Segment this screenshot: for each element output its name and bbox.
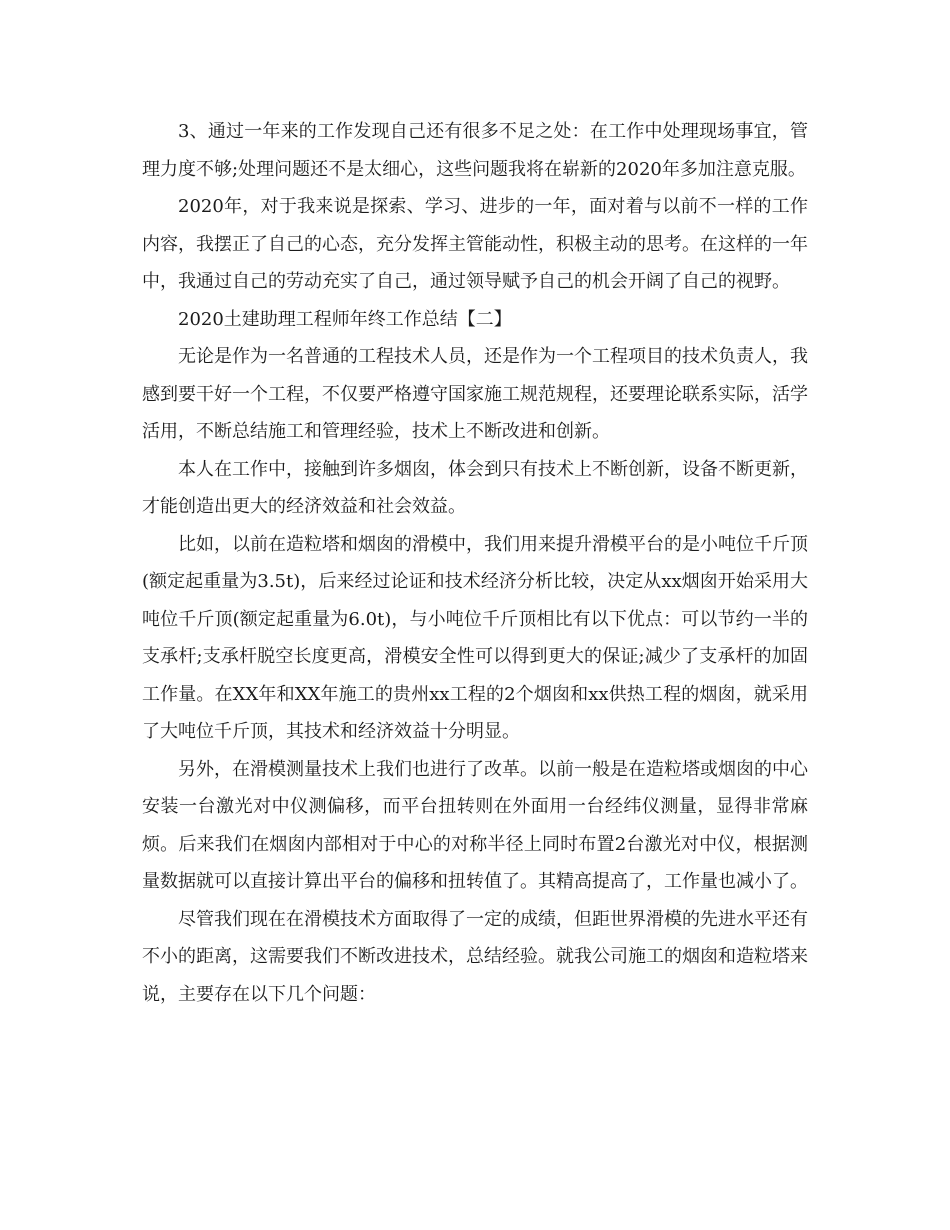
paragraph-year-review: 2020年，对于我来说是探索、学习、进步的一年，面对着与以前不一样的工作内容，我摆正了自己的心态，充分发挥主管能动性，积极主动的思考。在这样的一年中，我通过自己的劳动充实了自己，通过领导赋予自己的机会开阔了自己的视野。	[142, 196, 808, 292]
document-body	[142, 113, 808, 1013]
paragraph-chimney-experience: 本人在工作中，接触到许多烟囱，体会到只有技术上不断创新，设备不断更新，才能创造出更大的经济效益和社会效益。	[142, 458, 808, 517]
paragraph-jack-upgrade: 比如，以前在造粒塔和烟囱的滑模中，我们用来提升滑模平台的是小吨位千斤顶(额定起重量为3.5t)，后来经过论证和技术经济分析比较，决定从xx烟囱开始采用大吨位千斤顶(额定起重量为6.0t)，与小吨位千斤顶相比有以下优点：可以节约一半的支承杆;支承杆脱空长度更高，滑模安全性可以得到更大的保证;减少了支承杆的加固工作量。在XX年和XX年施工的贵州xx工程的2个烟囱和xx供热工程的烟囱，就采用了大吨位千斤顶，其技术和经济效益十分明显。	[142, 533, 808, 742]
paragraph-remaining-issues: 尽管我们现在在滑模技术方面取得了一定的成绩，但距世界滑模的先进水平还有不小的距离，这需要我们不断改进技术，总结经验。就我公司施工的烟囱和造粒塔来说，主要存在以下几个问题：	[142, 908, 808, 1005]
paragraph-shortcomings: 3、通过一年来的工作发现自己还有很多不足之处：在工作中处理现场事宜，管理力度不够;处理问题还不是太细心，这些问题我将在崭新的2020年多加注意克服。	[142, 121, 808, 180]
section-heading: 2020土建助理工程师年终工作总结【二】	[178, 308, 512, 330]
paragraph-technical-role: 无论是作为一名普通的工程技术人员，还是作为一个工程项目的技术负责人，我感到要干好一个工程，不仅要严格遵守国家施工规范规程，还要理论联系实际，活学活用，不断总结施工和管理经验，技术上不断改进和创新。	[142, 346, 808, 442]
paragraph-measurement-reform: 另外，在滑模测量技术上我们也进行了改革。以前一般是在造粒塔或烟囱的中心安装一台激光对中仪测偏移，而平台扭转则在外面用一台经纬仪测量，显得非常麻烦。后来我们在烟囱内部相对于中心的对称半径上同时布置2台激光对中仪，根据测量数据就可以直接计算出平台的偏移和扭转值了。其精高提高了，工作量也减小了。	[142, 758, 808, 892]
